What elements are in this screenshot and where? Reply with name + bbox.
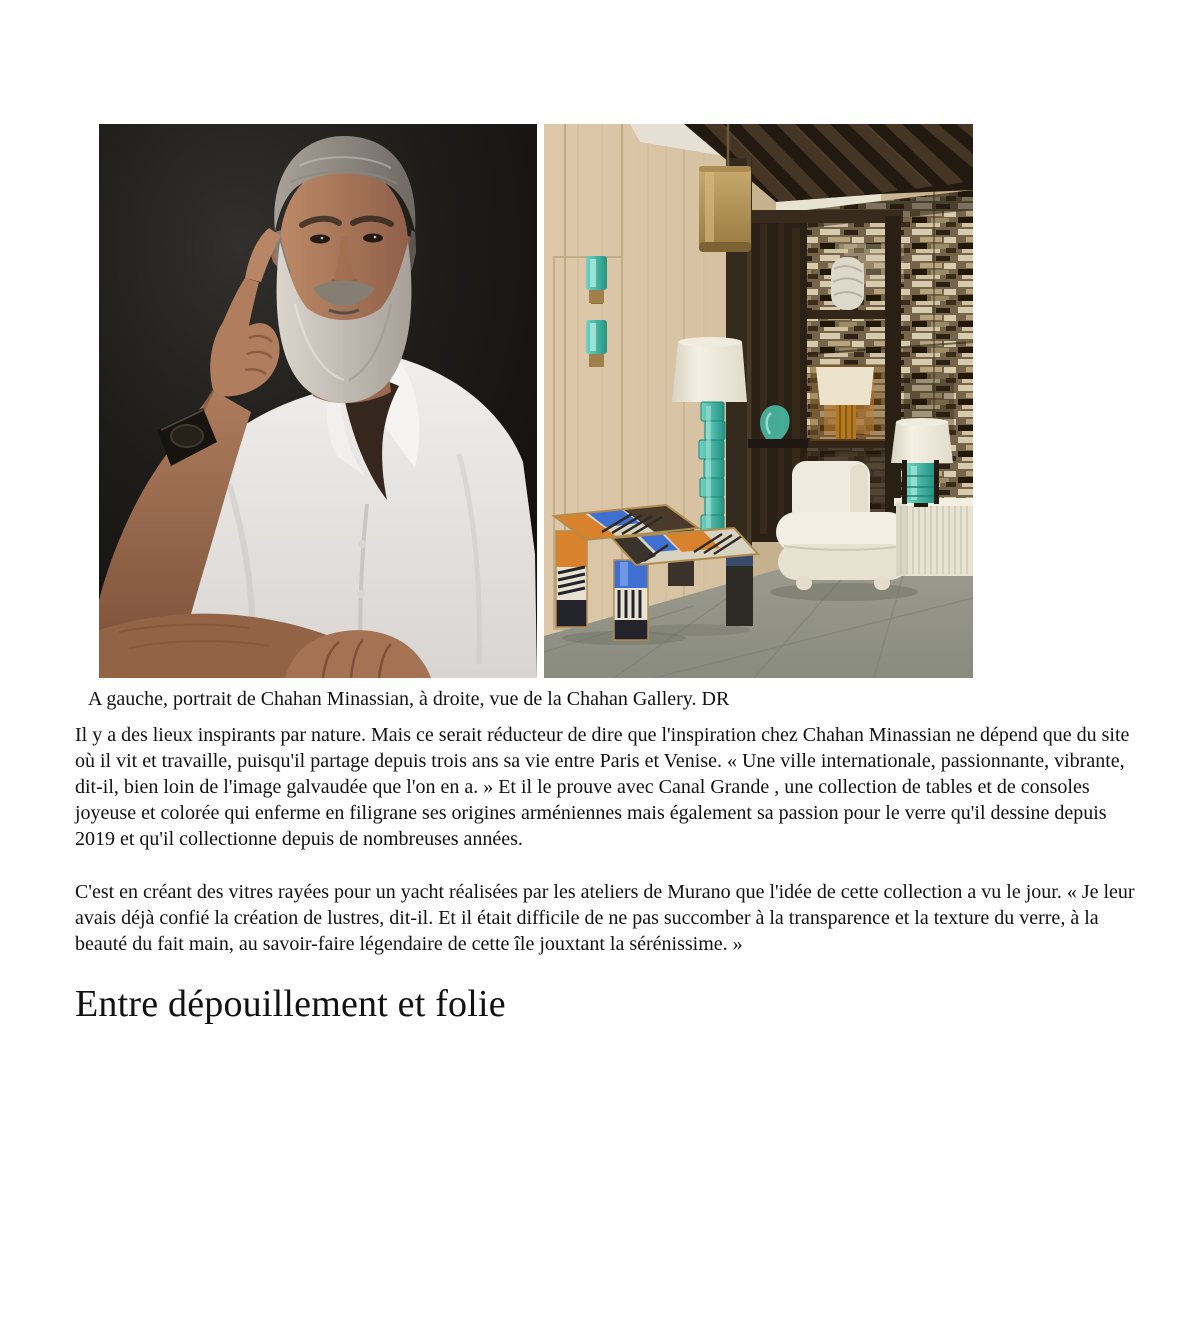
portrait-image xyxy=(99,124,537,678)
amber-shelf-lamp xyxy=(810,364,885,441)
white-vase xyxy=(831,257,864,310)
paragraph-1: Il y a des lieux inspirants par nature. Mais ce serait réducteur de dire que l'inspiration chez Chahan Minassian ne dépend que du site où il vit et travaille, puisqu'il partage depuis trois ans sa vie entre Paris et Venise. « Une ville internationale, passionnante, vibrante, dit-il, bien loin de l'image galvaudée que l'on en a. » Et il le prouve avec Canal Grande , une collection de tables et de consoles joyeuse et colorée qui enferme en filigrane ses origines arméniennes mais également sa passion pour le verre qu'il dessine depuis 2019 et qu'il collectionne depuis de nombreuses années. xyxy=(75,724,1130,850)
figure-row xyxy=(99,124,1150,678)
section-heading: Entre dépouillement et folie xyxy=(75,983,506,1025)
gallery-image xyxy=(544,124,973,678)
white-side-table xyxy=(894,498,973,576)
paragraph-2: C'est en créant des vitres rayées pour un yacht réalisées par les ateliers de Murano que l'idée de cette collection a vu le jour. « Je leur avais déjà confié la création de lustres, dit-il. Et il était difficile de ne pas succomber à la transparence et la texture du verre, à la beauté du fait main, au savoir-faire légendaire de cette île jouxtant la sérénissime. » xyxy=(75,881,1135,955)
figure-caption: A gauche, portrait de Chahan Minassian, à droite, vue de la Chahan Gallery. DR xyxy=(88,688,730,710)
